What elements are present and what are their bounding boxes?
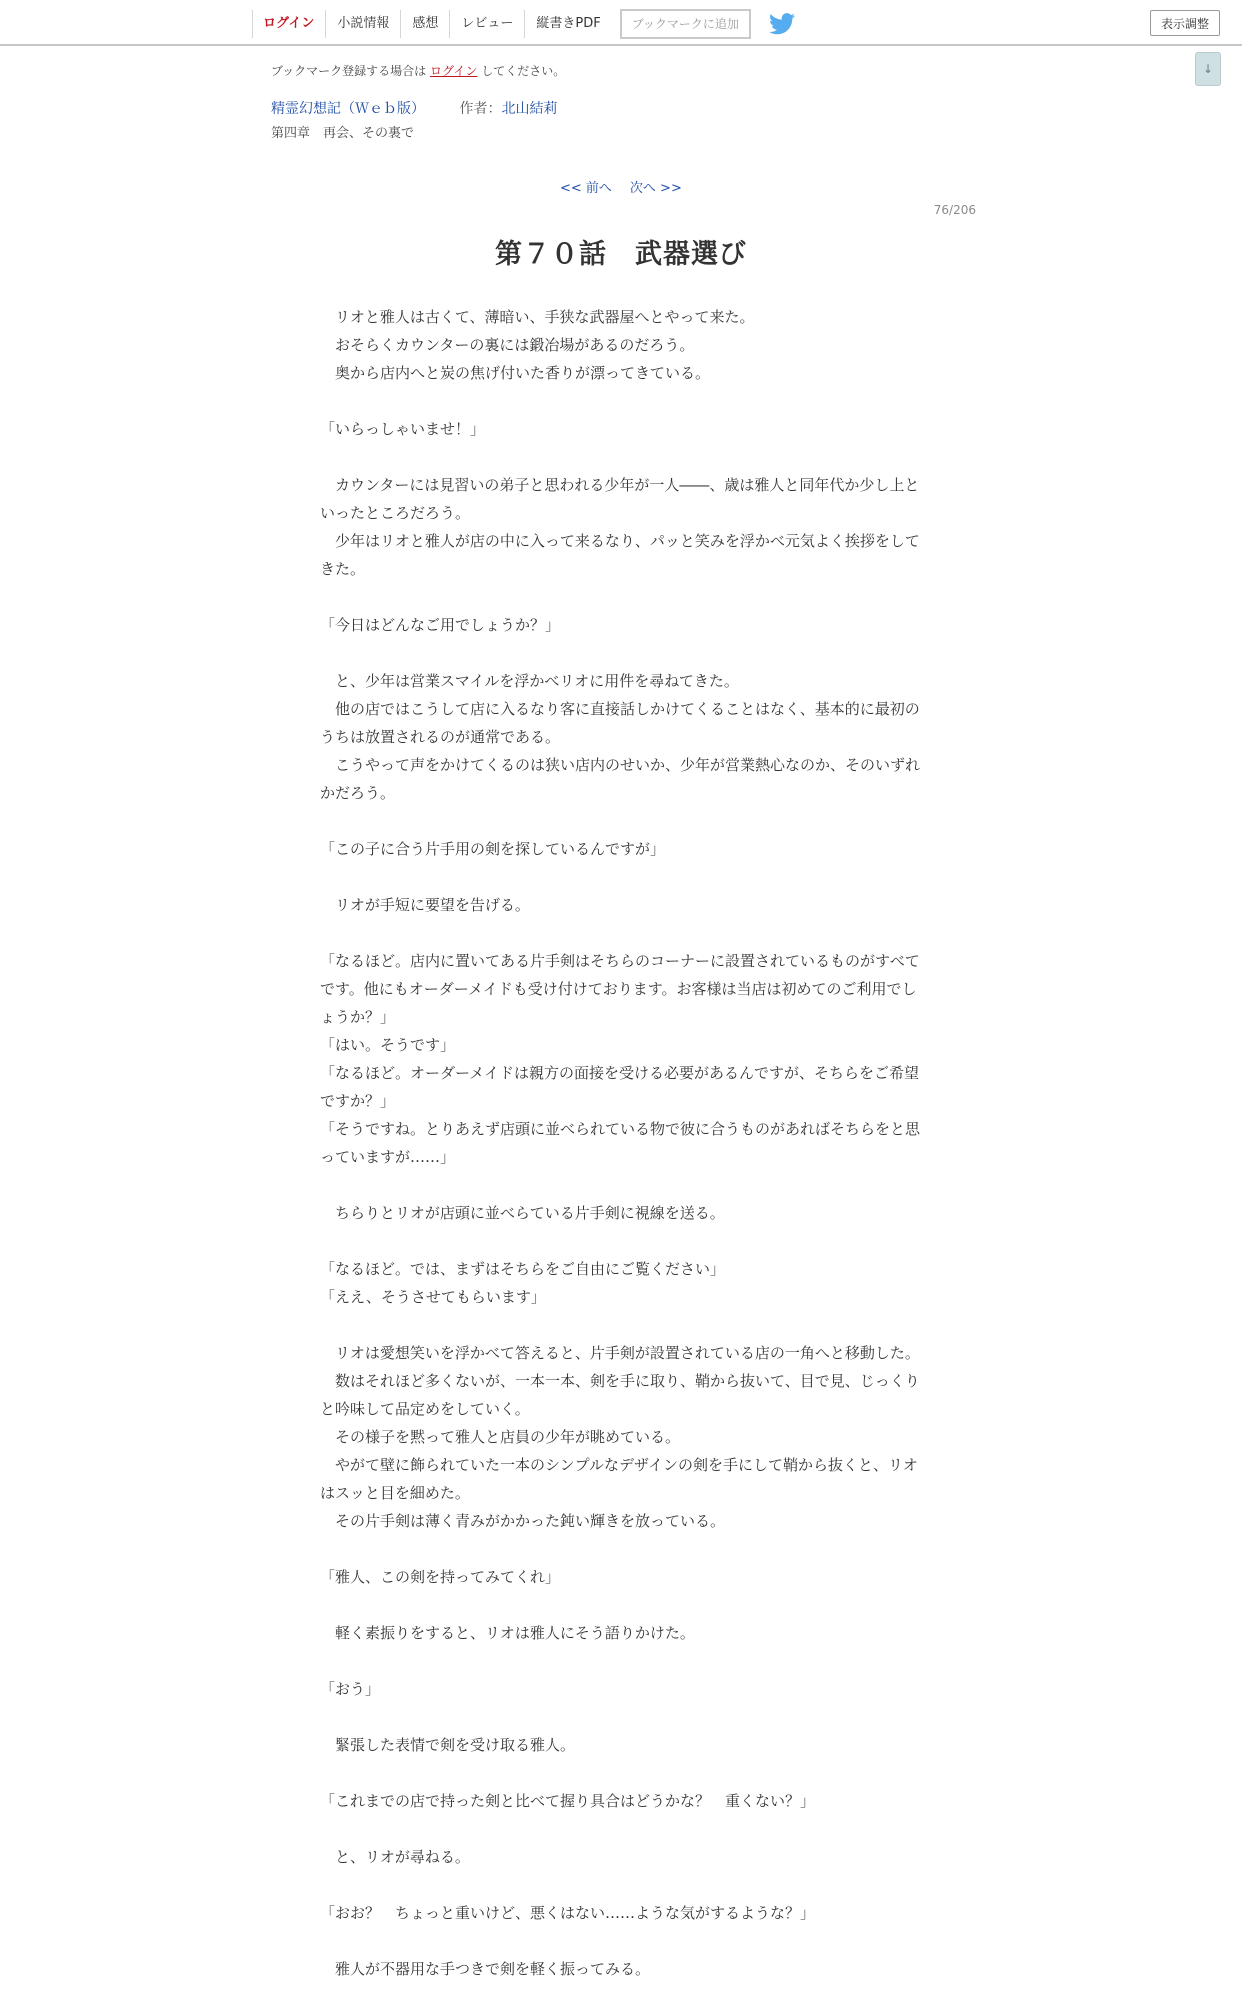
body-paragraph (320, 1703, 920, 1731)
body-paragraph (320, 1535, 920, 1563)
body-paragraph (320, 1647, 920, 1675)
next-episode-link[interactable]: 次へ >> (629, 181, 682, 196)
body-paragraph: 少年はリオと雅人が店の中に入って来るなり、パッと笑みを浮かべ元気よく挨拶をしてきた。 (320, 532, 920, 578)
nav-vertical-pdf-link[interactable]: 縦書きPDF (536, 16, 601, 31)
body-paragraph: その様子を黙って雅人と店員の少年が眺めている。 (320, 1428, 681, 1446)
body-paragraph (320, 807, 920, 835)
body-paragraph: 「そうですね。とりあえず店頭に並べられている物で彼に合うものがあればそちらをと思っていますが……」 (320, 1120, 921, 1166)
top-navigation-bar (0, 0, 1242, 46)
body-paragraph: と、少年は営業スマイルを浮かべリオに用件を尋ねてきた。 (320, 672, 739, 690)
body-paragraph: 「はい。そうです」 (320, 1036, 456, 1054)
body-paragraph: その片手剣は薄く青みがかかった鈍い輝きを放っている。 (320, 1512, 726, 1530)
body-paragraph (320, 919, 920, 947)
body-paragraph (320, 1815, 920, 1843)
body-paragraph: 雅人が不器用な手つきで剣を軽く振ってみる。 (320, 1960, 651, 1978)
scroll-down-button[interactable]: ↓ (1195, 52, 1221, 86)
author-label: 作者： (459, 101, 502, 117)
body-paragraph: 「いらっしゃいませ！」 (320, 420, 486, 438)
author-name-link[interactable]: 北山結莉 (501, 101, 558, 117)
body-paragraph: 「この子に合う片手用の剣を探しているんですが」 (320, 840, 666, 858)
add-bookmark-button[interactable]: ブックマークに追加 (620, 9, 751, 39)
body-paragraph: 「なるほど。オーダーメイドは親方の面接を受ける必要があるんですが、そちらをご希望ですか？」 (320, 1064, 919, 1110)
body-paragraph: こうやって声をかけてくるのは狭い店内のせいか、少年が営業熱心なのか、そのいずれかだろう。 (320, 756, 921, 802)
body-paragraph: やがて壁に飾られていた一本のシンプルなデザインの剣を手にして鞘から抜くと、リオはスッと目を細めた。 (320, 1456, 918, 1502)
display-settings-button[interactable]: 表示調整 (1150, 10, 1220, 36)
body-paragraph (320, 443, 920, 471)
body-paragraph: 軽く素振りをすると、リオは雅人にそう語りかけた。 (320, 1624, 695, 1642)
body-paragraph: 「おう」 (320, 1680, 381, 1698)
body-paragraph: 「おお？ ちょっと重いけど、悪くはない……ような気がするような？」 (320, 1904, 816, 1922)
episode-count: 76/206 (933, 203, 976, 217)
chapter-title: 第四章 再会、その裏で (271, 126, 415, 141)
body-paragraph: 「これまでの店で持った剣と比べて握り具合はどうかな？ 重くない？」 (320, 1792, 816, 1810)
body-paragraph: 数はそれほど多くないが、一本一本、剣を手に取り、鞘から抜いて、目で見、じっくりと吟味して品定めをしていく。 (320, 1372, 920, 1418)
body-paragraph: と、リオが尋ねる。 (320, 1848, 470, 1866)
body-paragraph (320, 639, 920, 667)
notice-login-link[interactable]: ログイン (430, 64, 478, 78)
bookmark-login-notice (271, 62, 565, 79)
body-paragraph (320, 1171, 920, 1199)
nav-list (252, 10, 795, 38)
body-paragraph (320, 1311, 920, 1339)
series-title-link[interactable]: 精霊幻想記（Ｗｅｂ版） (271, 101, 425, 117)
body-paragraph: ちらりとリオが店頭に並べらている片手剣に視線を送る。 (320, 1204, 725, 1222)
nav-impressions-link[interactable]: 感想 (401, 10, 450, 38)
body-paragraph (320, 1227, 920, 1255)
body-paragraph: リオと雅人は古くて、薄暗い、手狭な武器屋へとやって来た。 (320, 308, 755, 326)
body-paragraph: 他の店ではこうして店に入るなり客に直接話しかけてくることはなく、基本的に最初のうちは放置されるのが通常である。 (320, 700, 920, 746)
body-paragraph: 「ええ、そうさせてもらいます」 (320, 1288, 546, 1306)
nav-novel-info-link[interactable]: 小説情報 (326, 10, 401, 38)
nav-review-link[interactable]: レビュー (450, 10, 525, 38)
body-paragraph (320, 1591, 920, 1619)
twitter-bird-icon[interactable] (769, 13, 795, 35)
body-paragraph (320, 583, 920, 611)
prev-episode-link[interactable]: << 前へ (560, 181, 612, 196)
episode-title: 第７０話 武器選び (495, 239, 747, 270)
body-paragraph (320, 1927, 920, 1955)
episode-pager (560, 177, 682, 196)
novel-series-line (271, 98, 557, 118)
body-paragraph: 「雅人、この剣を持ってみてくれ」 (320, 1568, 561, 1586)
body-paragraph: おそらくカウンターの裏には鍛冶場があるのだろう。 (320, 336, 695, 354)
body-paragraph: 「なるほど。店内に置いてある片手剣はそちらのコーナーに設置されているものがすべてです。他にもオーダーメイドも受け付けております。お客様は当店は初めてのご利用でしょうか？」 (320, 952, 920, 1026)
body-paragraph: リオが手短に要望を告げる。 (320, 896, 530, 914)
notice-prefix: ブックマーク登録する場合は (271, 64, 427, 78)
notice-suffix: してください。 (481, 64, 566, 78)
body-paragraph: カウンターには見習いの弟子と思われる少年が一人――、歳は雅人と同年代か少し上といったところだろう。 (320, 476, 920, 522)
body-paragraph: 緊張した表情で剣を受け取る雅人。 (320, 1736, 576, 1754)
body-paragraph: 奥から店内へと炭の焦げ付いた香りが漂ってきている。 (320, 364, 711, 382)
body-paragraph: リオは愛想笑いを浮かべて答えると、片手剣が設置されている店の一角へと移動した。 (320, 1344, 920, 1362)
body-paragraph (320, 1759, 920, 1787)
novel-body-text (320, 303, 920, 1983)
body-paragraph: 「なるほど。では、まずはそちらをご自由にご覧ください」 (320, 1260, 726, 1278)
body-paragraph (320, 863, 920, 891)
body-paragraph: 「今日はどんなご用でしょうか？」 (320, 616, 561, 634)
nav-login-link[interactable]: ログイン (252, 10, 326, 38)
body-paragraph (320, 387, 920, 415)
body-paragraph (320, 1871, 920, 1899)
